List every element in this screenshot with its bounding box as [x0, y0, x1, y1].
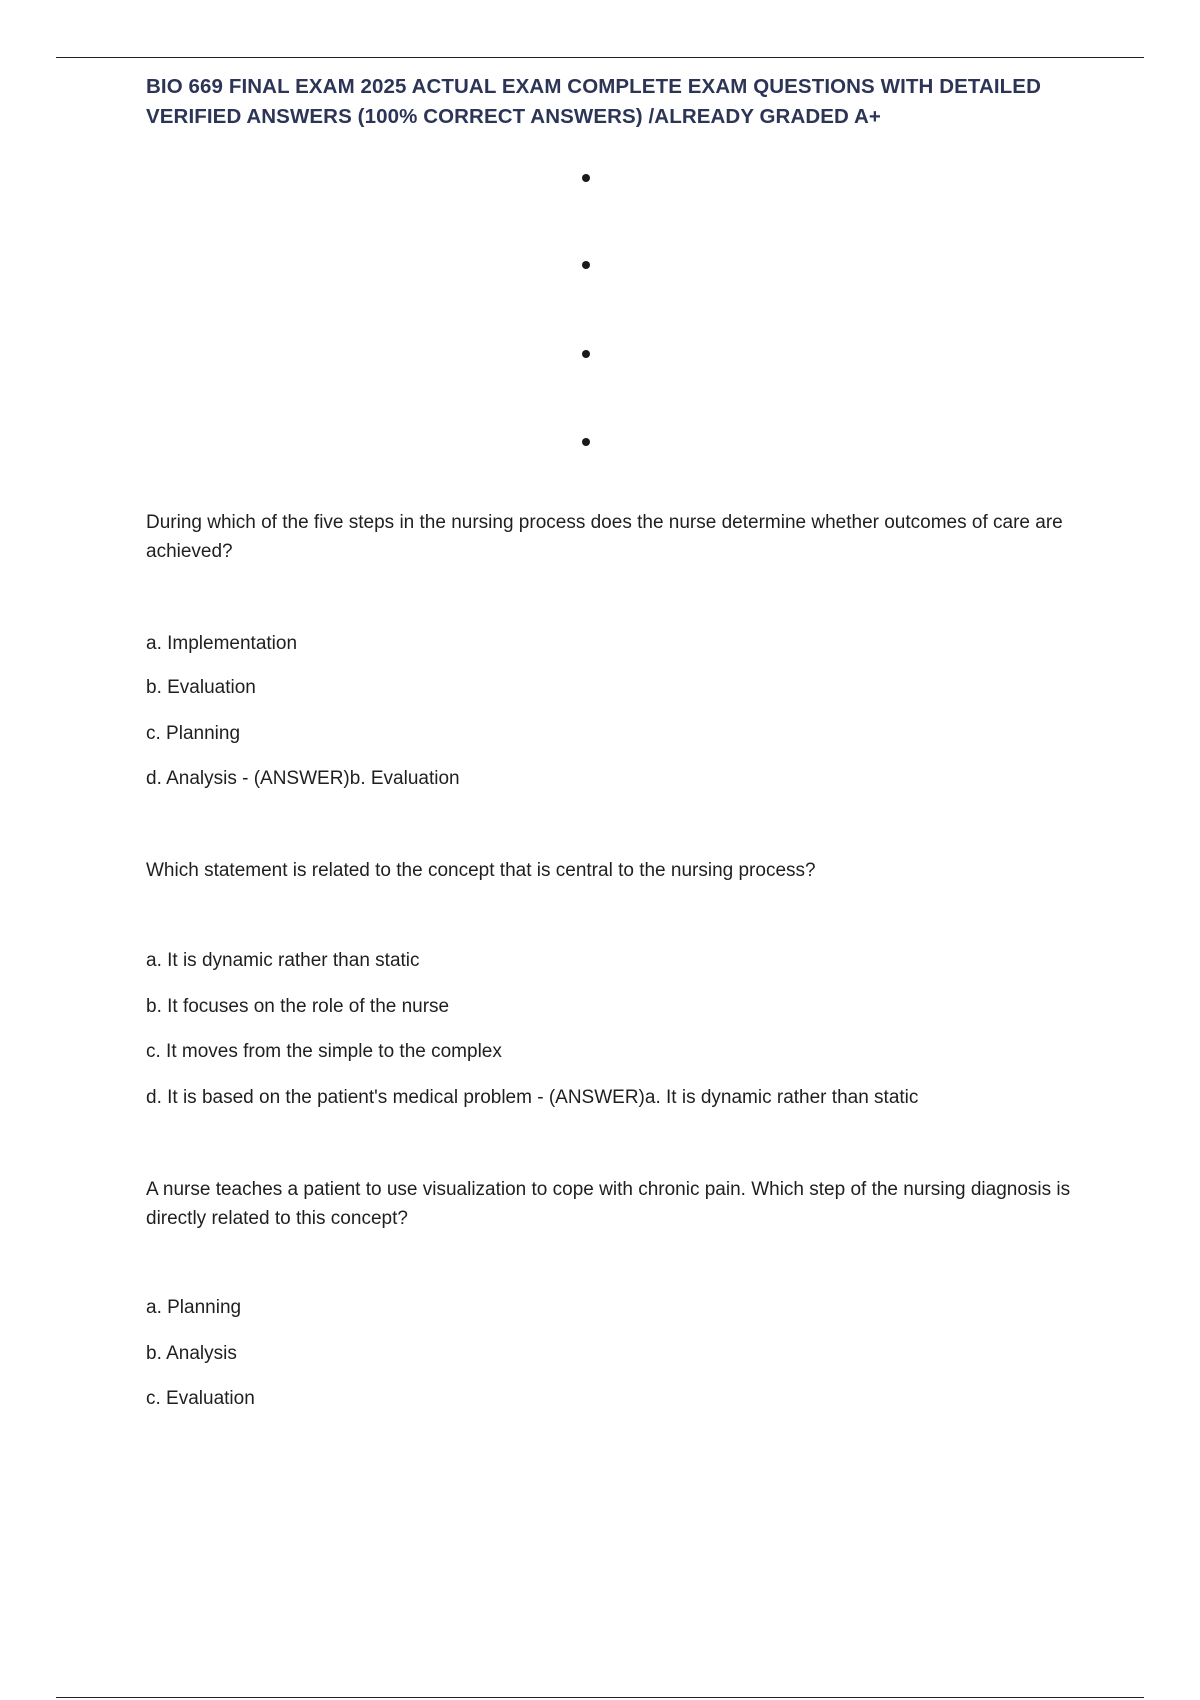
question-3-text: A nurse teaches a patient to use visualization to cope with chronic pain. Which step of the nursing diagnosis is directly related to this concept?	[146, 1179, 1071, 1229]
question-1-text: During which of the five steps in the nursing process does the nurse determine whether outcomes of care are achieved?	[146, 512, 1063, 562]
question-3-option-a: a. Planning	[146, 1297, 242, 1318]
question-1-option-c: c. Planning	[146, 723, 241, 744]
question-2-option-d: d. It is based on the patient's medical problem - (ANSWER)a. It is dynamic rather than static	[146, 1087, 919, 1108]
bullet-point	[582, 350, 590, 358]
bullet-point	[582, 438, 590, 446]
question-1-option-a: a. Implementation	[146, 633, 298, 654]
question-2-option-a: a. It is dynamic rather than static	[146, 950, 420, 971]
header-rule	[56, 57, 1144, 58]
footer-rule	[56, 1697, 1144, 1698]
question-3-option-b: b. Analysis	[146, 1343, 237, 1364]
document-title: BIO 669 FINAL EXAM 2025 ACTUAL EXAM COMPLETE EXAM QUESTIONS WITH DETAILED VERIFIED ANSWERS (100% CORRECT ANSWERS) /ALREADY GRADED A+	[146, 75, 1041, 128]
question-1-option-b: b. Evaluation	[146, 677, 256, 698]
question-2-option-c: c. It moves from the simple to the complex	[146, 1041, 502, 1062]
bullet-point	[582, 261, 590, 269]
question-1-option-d: d. Analysis - (ANSWER)b. Evaluation	[146, 768, 460, 789]
bullet-point	[582, 174, 590, 182]
question-2-text: Which statement is related to the concept that is central to the nursing process?	[146, 860, 816, 881]
question-2-option-b: b. It focuses on the role of the nurse	[146, 996, 450, 1017]
question-3-option-c: c. Evaluation	[146, 1388, 255, 1409]
